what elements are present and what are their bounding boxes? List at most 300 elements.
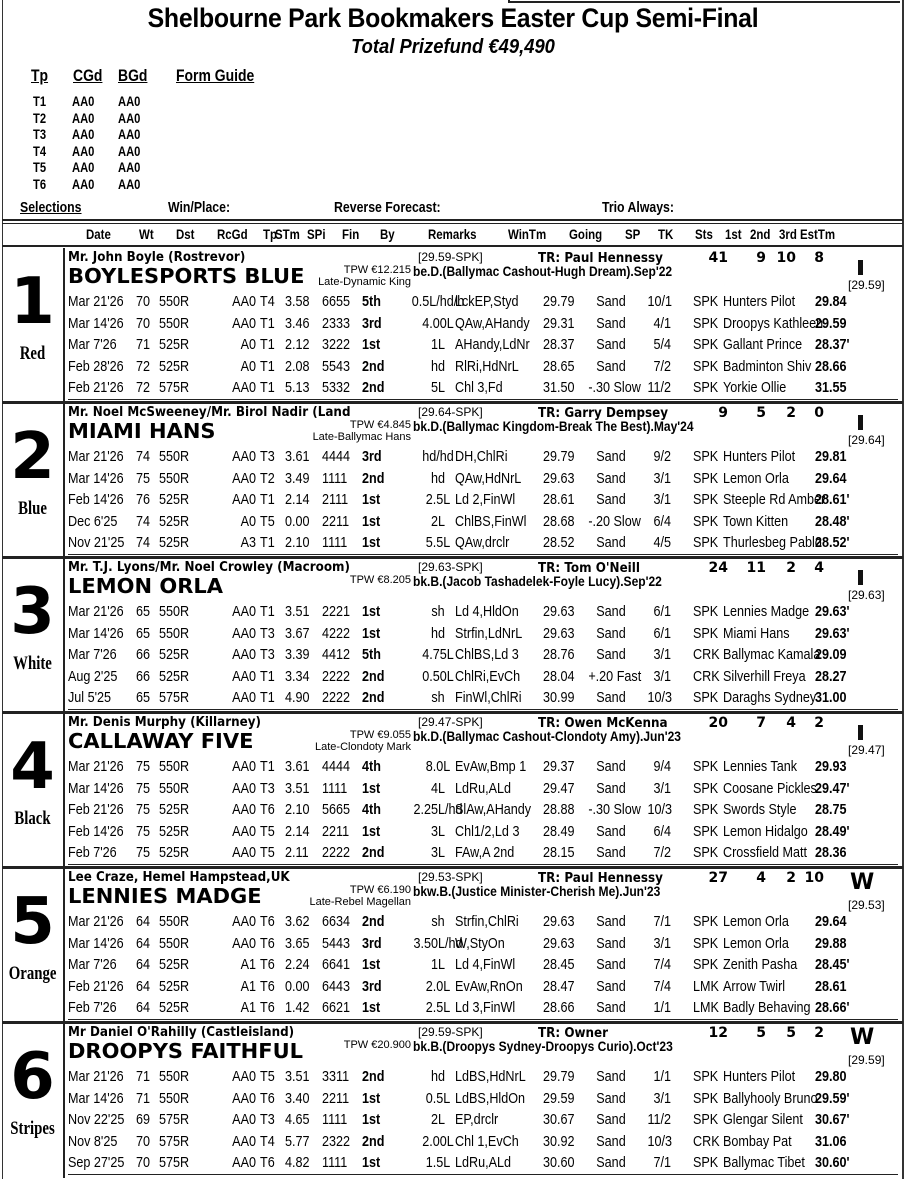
form-line xyxy=(68,448,898,469)
dog-name: LENNIES MADGE xyxy=(68,884,262,908)
column-header-sts: Sts xyxy=(695,226,713,242)
distance: 525R xyxy=(159,491,190,509)
guide-header-form-guide: Form Guide xyxy=(176,66,255,85)
opponent: Lemon Orla xyxy=(723,913,789,930)
beaten-by: 3L xyxy=(430,822,446,840)
reverse-forecast-label: Reverse Forecast: xyxy=(334,199,441,216)
track: SPK xyxy=(693,956,719,974)
weight: 64 xyxy=(136,913,151,930)
track: SPK xyxy=(693,512,719,530)
race-title: Shelbourne Park Bookmakers Easter Cup Semi-Final xyxy=(147,3,759,33)
trap-box xyxy=(2,1023,65,1178)
winner-time: 28.68 xyxy=(543,512,575,530)
trainer: TR: Garry Dempsey xyxy=(538,406,669,421)
breeding: bk.B.(Jacob Tashadelek-Foyle Lucy).Sep'22 xyxy=(413,573,662,589)
beaten-by: sh xyxy=(431,689,445,707)
starting-price: 1/1 xyxy=(653,1068,671,1085)
split-positions: 4222 xyxy=(322,624,351,642)
trap: T3 xyxy=(260,646,275,664)
firsts: 4 xyxy=(756,870,766,886)
opponent: Gallant Prince xyxy=(723,336,803,354)
starting-price: 6/4 xyxy=(653,512,671,530)
estimated-time: 28.66' xyxy=(815,999,850,1017)
winner-time: 28.37 xyxy=(543,336,575,354)
remarks: QAw,AHandy xyxy=(455,314,530,332)
race-grade: AA0 xyxy=(232,624,256,642)
track: SPK xyxy=(693,624,719,642)
weight: 65 xyxy=(136,624,151,642)
trainer: TR: Owner xyxy=(538,1026,609,1041)
going: Sand xyxy=(596,448,626,465)
starting-price: 10/3 xyxy=(647,801,673,819)
beaten-by: 2.25L/hd xyxy=(413,801,463,819)
prizefund: Total Prizefund €49,490 xyxy=(351,36,555,58)
breeding: bk.D.(Ballymac Cashout-Clondoty Amy).Jun'23 xyxy=(413,728,682,744)
opponent: Lennies Madge xyxy=(723,603,810,620)
race-grade: AA0 xyxy=(232,1068,256,1085)
guide-trap: T3 xyxy=(33,126,47,142)
estimated-time: [29.53] xyxy=(848,898,885,912)
prize-won: TPW €4.845 xyxy=(349,419,411,431)
track: CRK xyxy=(693,1132,720,1150)
best-time: [29.59-SPK] xyxy=(418,1025,483,1039)
form-line xyxy=(68,603,898,624)
split-positions: 3311 xyxy=(322,1068,350,1085)
winner-time: 29.59 xyxy=(543,1089,575,1107)
starts: 41 xyxy=(708,250,728,266)
sectional-time: 3.65 xyxy=(285,934,310,952)
split-positions: 6621 xyxy=(322,999,351,1017)
guide-trap: T5 xyxy=(33,159,47,175)
remarks: ChlBS,FinWl xyxy=(455,512,527,530)
thirds: 10 xyxy=(804,870,824,886)
track: SPK xyxy=(693,1154,719,1172)
divider xyxy=(2,219,903,221)
sectional-time: 3.34 xyxy=(285,667,310,685)
trap: T6 xyxy=(260,934,275,952)
selections-label: Selections xyxy=(20,199,82,216)
beaten-by: hd xyxy=(430,357,446,375)
winner-time: 28.45 xyxy=(543,956,575,974)
form-line xyxy=(68,999,898,1020)
trap: T5 xyxy=(260,512,275,530)
owner: Lee Craze, Hemel Hampstead,UK xyxy=(68,870,290,885)
going: Sand xyxy=(596,534,626,552)
estimated-time: 29.81 xyxy=(815,448,847,465)
distance: 550R xyxy=(159,293,190,310)
trap: T6 xyxy=(260,956,275,974)
estimated-time: 28.52' xyxy=(815,534,850,552)
distance: 550R xyxy=(159,603,190,620)
distance: 550R xyxy=(159,758,190,775)
remarks: Ld 4,HldOn xyxy=(455,603,519,620)
dog-name: LEMON ORLA xyxy=(68,574,224,598)
finish: 4th xyxy=(362,801,381,819)
opponent: Daraghs Sydney xyxy=(723,689,817,707)
weight: 74 xyxy=(136,534,151,552)
race-grade: AA0 xyxy=(232,314,256,332)
going: Sand xyxy=(596,822,626,840)
estimated-time: 29.09 xyxy=(815,646,847,664)
guide-header-tp: Tp xyxy=(31,66,49,85)
going: Sand xyxy=(596,779,626,797)
split-positions: 1111 xyxy=(322,1111,348,1129)
runner-2 xyxy=(2,403,903,558)
column-header-wintm: WinTm xyxy=(508,226,547,242)
winner-time: 30.67 xyxy=(543,1111,575,1129)
weight: 70 xyxy=(136,1154,151,1172)
distance: 575R xyxy=(159,379,190,397)
column-header-dst: Dst xyxy=(176,226,195,242)
finish: 3rd xyxy=(362,448,382,465)
trap: T2 xyxy=(260,469,275,487)
column-header-fin: Fin xyxy=(342,226,360,242)
form-line xyxy=(68,625,898,646)
weight: 76 xyxy=(136,491,151,509)
finish: 4th xyxy=(362,758,381,775)
opponent: Thurlesbeg Pablo xyxy=(723,534,822,552)
starting-price: 3/1 xyxy=(653,934,671,952)
estimated-time: [29.63] xyxy=(848,588,885,602)
trap-number: 1 xyxy=(10,265,55,339)
distance: 525R xyxy=(159,999,190,1017)
date: Feb 14'26 xyxy=(68,822,124,840)
weight: 65 xyxy=(136,603,151,620)
distance: 550R xyxy=(159,469,190,487)
guide-bgd: AA0 xyxy=(118,142,141,159)
race-grade: A0 xyxy=(240,512,256,530)
guide-header-bgd: BGd xyxy=(118,66,148,85)
going: Sand xyxy=(596,999,626,1017)
sectional-time: 1.42 xyxy=(285,999,310,1017)
weight: 75 xyxy=(136,779,151,797)
going: Sand xyxy=(596,469,626,487)
split-positions: 2333 xyxy=(322,314,351,332)
split-positions: 1111 xyxy=(322,469,348,487)
estimated-time: 28.48' xyxy=(815,512,850,530)
column-header-esttm: EstTm xyxy=(800,226,836,242)
estimated-time: 28.45' xyxy=(815,956,850,974)
owner: Mr. John Boyle (Rostrevor) xyxy=(68,250,246,265)
runner-3 xyxy=(2,558,903,713)
winner-time: 30.60 xyxy=(543,1154,575,1172)
column-header-2nd: 2nd xyxy=(750,226,771,242)
track: SPK xyxy=(693,379,719,397)
winner-time: 29.37 xyxy=(543,758,575,775)
guide-bgd: AA0 xyxy=(118,159,141,175)
form-line xyxy=(68,358,898,379)
split-positions: 2222 xyxy=(322,667,351,685)
dog-name: DROOPYS FAITHFUL xyxy=(68,1039,304,1063)
beaten-by: hd xyxy=(430,469,446,487)
runner-4 xyxy=(2,713,903,868)
race-grade: AA0 xyxy=(232,801,256,819)
going: Sand xyxy=(596,913,626,930)
date: Mar 21'26 xyxy=(68,758,124,775)
guide-bgd: AA0 xyxy=(118,175,141,192)
remarks: FAw,A 2nd xyxy=(455,844,515,862)
sectional-time: 3.46 xyxy=(285,314,310,332)
going: Sand xyxy=(596,603,626,620)
thirds: 0 xyxy=(814,405,824,421)
going: Sand xyxy=(596,956,626,974)
opponent: Lemon Orla xyxy=(723,934,789,952)
sectional-time: 2.11 xyxy=(285,844,309,862)
starting-price: 7/1 xyxy=(653,913,671,930)
opponent: Hunters Pilot xyxy=(723,1068,796,1085)
split-positions: 2111 xyxy=(322,491,349,509)
weight: 66 xyxy=(136,667,151,685)
form-line xyxy=(68,1154,898,1175)
winner-time: 28.88 xyxy=(543,801,575,819)
distance: 525R xyxy=(159,357,190,375)
trap-number: 5 xyxy=(10,885,55,959)
sectional-time: 2.08 xyxy=(285,357,310,375)
finish: 1st xyxy=(362,779,381,797)
weight: 64 xyxy=(136,977,151,995)
winner-time: 28.04 xyxy=(543,667,575,685)
guide-cgd: AA0 xyxy=(72,93,95,109)
trap: T1 xyxy=(260,534,275,552)
distance: 525R xyxy=(159,801,190,819)
date: Mar 14'26 xyxy=(68,934,124,952)
form-line xyxy=(68,801,898,822)
trap: T1 xyxy=(260,314,275,332)
trap: T4 xyxy=(260,293,275,310)
form-line xyxy=(68,315,898,336)
starting-price: 4/5 xyxy=(653,534,671,552)
opponent: Hunters Pilot xyxy=(723,448,796,465)
race-grade: AA0 xyxy=(232,603,256,620)
race-grade: A1 xyxy=(240,977,256,995)
column-header-remarks: Remarks xyxy=(428,226,477,242)
trap: T1 xyxy=(260,689,275,707)
trap: T1 xyxy=(260,491,275,509)
going: Sand xyxy=(596,646,626,664)
estimated-time: 29.80 xyxy=(815,1068,847,1085)
remarks: Strfin,LdNrL xyxy=(455,624,523,642)
track: SPK xyxy=(693,779,719,797)
estimated-time: 28.66 xyxy=(815,357,847,375)
going: Sand xyxy=(596,934,626,952)
race-grade: AA0 xyxy=(232,491,256,509)
beaten-by: 5L xyxy=(430,379,446,397)
winner-time: 31.50 xyxy=(543,379,575,397)
trap-number: 6 xyxy=(10,1040,55,1114)
date: Mar 7'26 xyxy=(68,336,117,354)
sectional-time: 3.51 xyxy=(285,779,310,797)
remarks: RlRi,HdNrL xyxy=(455,357,519,375)
going: Sand xyxy=(596,758,626,775)
trap: T3 xyxy=(260,1111,275,1129)
track: SPK xyxy=(693,913,719,930)
track: LMK xyxy=(693,999,719,1017)
weight: 75 xyxy=(136,844,151,862)
track: SPK xyxy=(693,758,719,775)
form-line xyxy=(68,513,898,534)
winner-time: 29.79 xyxy=(543,448,575,465)
race-grade: AA0 xyxy=(232,379,256,397)
sectional-time: 3.67 xyxy=(285,624,310,642)
starting-price: 5/4 xyxy=(653,336,671,354)
going: Sand xyxy=(596,1089,626,1107)
form-line xyxy=(68,823,898,844)
thirds: 4 xyxy=(814,560,824,576)
winner-time: 30.92 xyxy=(543,1132,575,1150)
estimated-time: 28.61 xyxy=(815,977,847,995)
beaten-by: 3L xyxy=(430,844,446,862)
weight: 74 xyxy=(136,512,151,530)
opponent: Coosane Pickles xyxy=(723,779,817,797)
winner-time: 28.66 xyxy=(543,999,575,1017)
starting-price: 10/3 xyxy=(647,1132,673,1150)
starting-price: 1/1 xyxy=(653,999,671,1017)
remarks: AHandy,LdNr xyxy=(455,336,530,354)
finish: 1st xyxy=(362,1089,381,1107)
winner-time: 29.63 xyxy=(543,934,575,952)
beaten-by: 0.5L/hd/h xyxy=(411,293,465,310)
starting-price: 3/1 xyxy=(653,667,671,685)
firsts: 9 xyxy=(756,250,766,266)
track: SPK xyxy=(693,689,719,707)
inside-runner-marker xyxy=(858,260,863,275)
form-line xyxy=(68,379,898,400)
winner-time: 29.31 xyxy=(543,314,575,332)
remarks: EvAw,Bmp 1 xyxy=(455,758,527,775)
finish: 1st xyxy=(362,822,381,840)
starts: 27 xyxy=(708,870,728,886)
owner: Mr Daniel O'Rahilly (Castleisland) xyxy=(68,1025,295,1040)
distance: 525R xyxy=(159,336,190,354)
form-line xyxy=(68,293,898,314)
winner-time: 28.49 xyxy=(543,822,575,840)
form-line xyxy=(68,1068,898,1089)
beaten-by: 2.5L xyxy=(425,491,451,509)
sectional-time: 3.40 xyxy=(285,1089,310,1107)
trap-colour: Red xyxy=(19,343,46,364)
starting-price: 6/4 xyxy=(653,822,671,840)
sectional-time: 2.24 xyxy=(285,956,310,974)
trap: T5 xyxy=(260,1068,275,1085)
trainer: TR: Paul Hennessy xyxy=(538,871,663,886)
trap-box xyxy=(2,403,65,558)
winner-time: 29.63 xyxy=(543,603,575,620)
remarks: Chl1/2,Ld 3 xyxy=(455,822,520,840)
firsts: 11 xyxy=(746,560,766,576)
trio-always-label: Trio Always: xyxy=(602,199,675,216)
form-line xyxy=(68,689,898,710)
race-grade: AA0 xyxy=(232,1132,256,1150)
date: Feb 14'26 xyxy=(68,491,124,509)
guide-trap: T2 xyxy=(33,109,47,126)
column-header-tp: Tp xyxy=(263,226,278,242)
remarks: LdRu,ALd xyxy=(455,779,512,797)
winner-time: 28.65 xyxy=(543,357,575,375)
distance: 525R xyxy=(159,512,190,530)
split-positions: 4444 xyxy=(322,758,351,775)
estimated-time: 29.84 xyxy=(815,293,847,310)
thirds: 8 xyxy=(814,250,824,266)
winner-time: 28.15 xyxy=(543,844,575,862)
beaten-by: 4.00L xyxy=(422,314,454,332)
distance: 525R xyxy=(159,822,190,840)
distance: 525R xyxy=(159,534,190,552)
column-header-going: Going xyxy=(569,226,603,242)
prize-won: TPW €9.055 xyxy=(349,729,411,741)
remarks: FinWl,ChlRi xyxy=(455,689,522,707)
starting-price: 9/2 xyxy=(653,448,671,465)
sectional-time: 3.49 xyxy=(285,469,310,487)
weight: 64 xyxy=(136,934,151,952)
trap-box xyxy=(2,868,65,1023)
date: Feb 21'26 xyxy=(68,379,124,397)
opponent: Ballymac Tibet xyxy=(723,1154,805,1172)
estimated-time: 30.60' xyxy=(815,1154,850,1172)
late-sire: Late-Rebel Magellan xyxy=(309,896,411,908)
form-line xyxy=(68,336,898,357)
beaten-by: hd xyxy=(430,1068,446,1085)
opponent: Crossfield Matt xyxy=(723,844,808,862)
beaten-by: 4L xyxy=(430,779,446,797)
split-positions: 4444 xyxy=(322,448,351,465)
opponent: Bombay Pat xyxy=(723,1132,792,1150)
estimated-time: 29.88 xyxy=(815,934,847,952)
sectional-time: 3.51 xyxy=(285,603,310,620)
finish: 2nd xyxy=(362,1068,385,1085)
split-positions: 6655 xyxy=(322,293,351,310)
going: -.30 Slow xyxy=(588,801,641,819)
track: SPK xyxy=(693,469,719,487)
split-positions: 1111 xyxy=(322,534,348,552)
opponent: Steeple Rd Amber xyxy=(723,491,826,509)
going: Sand xyxy=(596,314,626,332)
trap: T4 xyxy=(260,1132,275,1150)
date: Feb 7'26 xyxy=(68,844,117,862)
inside-runner-marker xyxy=(858,570,863,585)
prize-won: TPW €8.205 xyxy=(349,574,411,586)
winner-time: 29.79 xyxy=(543,293,575,310)
seconds: 2 xyxy=(786,870,796,886)
starting-price: 7/4 xyxy=(653,977,671,995)
date: Mar 14'26 xyxy=(68,469,124,487)
weight: 72 xyxy=(136,357,151,375)
sectional-time: 2.14 xyxy=(285,822,310,840)
sectional-time: 2.10 xyxy=(285,801,310,819)
runner-5 xyxy=(2,868,903,1023)
form-line xyxy=(68,956,898,977)
distance: 525R xyxy=(159,646,190,664)
breeding: be.D.(Ballymac Cashout-Hugh Dream).Sep'22 xyxy=(413,263,673,279)
column-header-sp: SP xyxy=(625,226,641,242)
breeding: bkw.B.(Justice Minister-Cherish Me).Jun'23 xyxy=(413,883,661,899)
remarks: QAw,HdNrL xyxy=(455,469,522,487)
form-line xyxy=(68,978,898,999)
starting-price: 10/3 xyxy=(647,689,673,707)
race-grade: AA0 xyxy=(232,448,256,465)
guide-trap: T4 xyxy=(33,142,47,159)
date: Feb 7'26 xyxy=(68,999,117,1017)
weight: 71 xyxy=(136,1089,151,1107)
date: Dec 6'25 xyxy=(68,512,118,530)
estimated-time: 31.06 xyxy=(815,1132,847,1150)
form-line xyxy=(68,758,898,779)
date: Feb 28'26 xyxy=(68,357,124,375)
date: Feb 21'26 xyxy=(68,801,124,819)
split-positions: 5543 xyxy=(322,357,351,375)
starting-price: 6/1 xyxy=(653,624,671,642)
track: CRK xyxy=(693,646,720,664)
date: Sep 27'25 xyxy=(68,1154,125,1172)
